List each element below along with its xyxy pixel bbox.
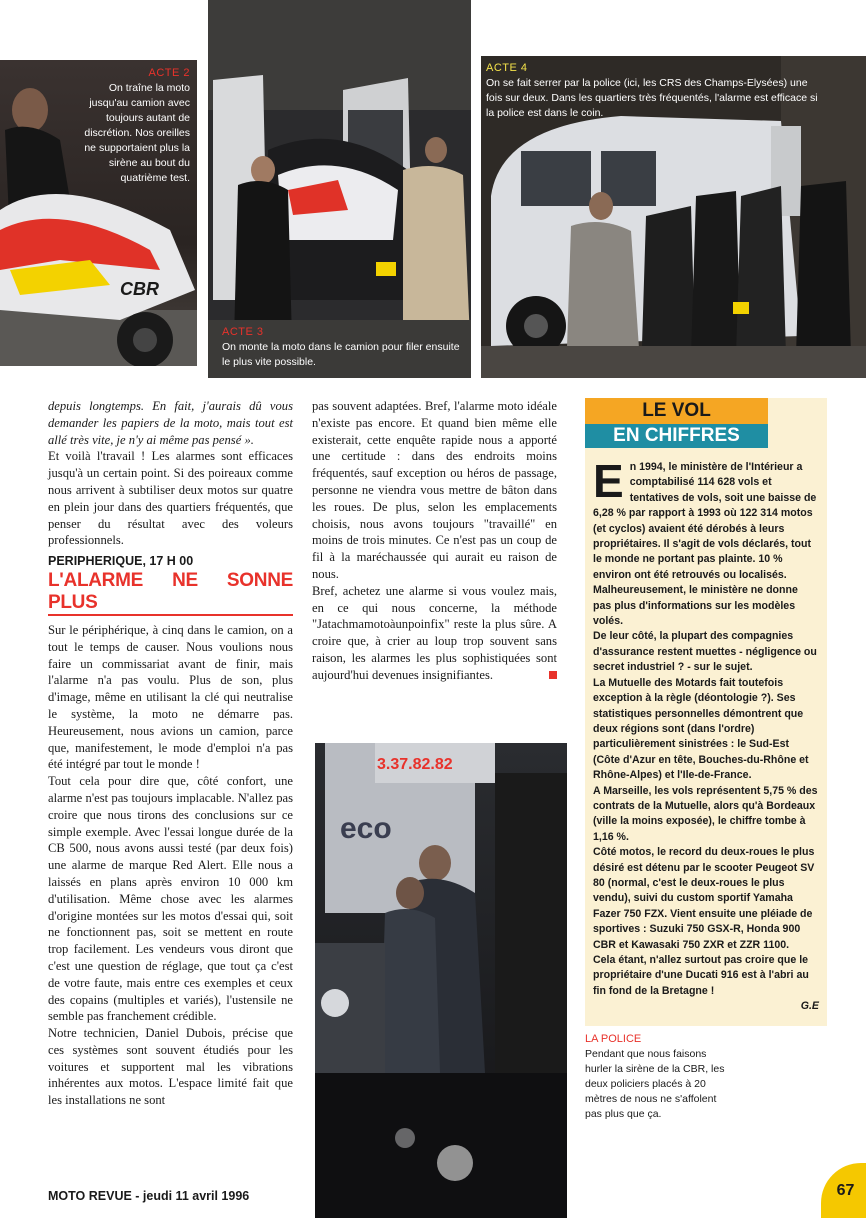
caption-acte4-label: ACTE 4	[486, 62, 528, 74]
caption-acte2-text: On traîne la moto jusqu'au camion avec toujours autant de discrétion. Nos oreilles ne supportaient plus la sirène au bout du quatrième test.	[84, 82, 190, 184]
sidebar-paragraph: La Mutuelle des Motards fait toutefois exception à la règle (déontologie ?). Ses statistiques personnelles démontrent que deux régions sont (dans l'ordre) particulièrement sinistrées : le Sud-Est (Côte d'Azur en tête, Bouches-du-Rhône et Rhône-Alpes) et l'Ile-de-France.	[593, 676, 809, 782]
sidebar-paragraph: A Marseille, les vols représentent 5,75 % des contrats de la Mutuelle, alors qu'à Bordeaux (ville la moins exposée), le chiffre tombe à 1,16 %.	[593, 784, 818, 843]
caption-acte3	[222, 325, 467, 370]
wall-sign-text: eco	[340, 812, 392, 845]
paragraph: pas souvent adaptées. Bref, l'alarme moto idéale n'existe pas encore. Et quand bien même elle existerait, cette enquête rapide nous a apporté une certitude : dans des endroits moins fréquentés, sauf exception ou héros de passage, personne ne viendra vous mettre de bâton dans les roues. De plus, selon les emplacements choisis, nous avons toujours "travaillé" en moins de trois minutes. Ce n'est pas un coup de fil à la maréchaussée qui aurait eu raison de nous.	[312, 399, 557, 581]
caption-acte3-text: On monte la moto dans le camion pour filer ensuite le plus vite possible.	[222, 341, 460, 368]
caption-acte4	[486, 61, 826, 121]
caption-acte3-label: ACTE 3	[222, 326, 264, 338]
section-subhead: PERIPHERIQUE, 17 H 00	[48, 554, 194, 569]
closing-paragraph-text: Bref, achetez une alarme si vous voulez mais, en ce qui nous concerne, la méthode "Jatachmamotoàunpoinfix" reste la plus sûre. A croire que, à crier au loup trop souvent sans raison, les alarmes les plus sophistiquées sont aujourd'hui devenues insignifiantes.	[312, 583, 557, 682]
photo-acte3	[208, 0, 471, 378]
paragraph: Tout cela pour dire que, côté confort, une alarme n'est pas toujours implacable. N'allez pas croire que nous tirons des conclusions sur ce simple exemple. Avec l'essai longue durée de la CB 500, nous avons aussi testé (par deux fois) une alarme de marque Red Alert. Elle nous a laissés en plans après environ 10 000 km d'utilisation. Même chose avec les alarmes d'origine montées sur les motos d'essai qui, soit ne fonctionnent pas, soit se mettent en route trop facilement. Les vendeurs vous diront que c'est une question de réglage, que tout ça c'est de votre faute, mais entre ces exemples et ceux des copains (multiples et variés), l'ustensile ne semble pas franchement crédible.	[48, 774, 293, 1024]
caption-acte2-label: ACTE 2	[148, 67, 190, 79]
page-footer: MOTO REVUE - jeudi 11 avril 1996	[48, 1189, 250, 1203]
end-of-article-mark	[549, 671, 557, 679]
quote-paragraph: depuis longtemps. En fait, j'aurais dû vous demander les papiers de la moto, mais tout est allé très vite, je n'y ai même pas pensé ».	[48, 399, 293, 447]
sign-phone-text: 3.37.82.82	[377, 756, 453, 773]
caption-acte4-text: On se fait serrer par la police (ici, les CRS des Champs-Elysées) une fois sur deux. Dans les quartiers très fréquentés, l'alarme est efficace si la police est dans le coin.	[486, 77, 818, 119]
sidebar-body	[593, 455, 819, 1015]
sidebar-paragraph: De leur côté, la plupart des compagnies d'assurance restent muettes - négligence ou secret industriel ? - sur le sujet.	[593, 630, 817, 674]
drop-cap: E	[593, 455, 624, 507]
sidebar-paragraph: Côté motos, le record du deux-roues le plus désiré est détenu par le scooter Peugeot SV 80 (normal, c'est le deux-roues le plus vendu), suivi du custom sportif Yamaha Fazer 750 FZX. Vient ensuite une pléiade de sportives : Suzuki 750 GSX-R, Honda 900 CBR et Kawasaki 750 ZXR et ZZR 1100.	[593, 846, 815, 951]
sidebar-paragraph: Cela étant, n'allez surtout pas croire que le propriétaire d'une Ducati 916 est à l'abri au fin fond de la Bretagne !	[593, 954, 809, 997]
sidebar-theft-stats	[585, 398, 827, 1026]
sidebar-signature: G.E	[800, 1000, 819, 1013]
section-headline: L'ALARME NE SONNE PLUS	[48, 570, 293, 616]
caption-police	[585, 1032, 725, 1122]
svg-text:CBR: CBR	[120, 279, 159, 299]
photo-police	[315, 743, 567, 1218]
sidebar-paragraph-text: n 1994, le ministère de l'Intérieur a comptabilisé 114 628 vols et tentatives de vols, soit une baisse de 6,28 % par rapport à 1993 où 122 314 motos (et cyclos) avaient été dérobés à leurs propriétaires. Il s'agit de vols déclarés, tout le monde ne portant pas plainte. 10 % environ ont été retrouvés ou localisés. Malheureusement, le ministère ne donne pas plus d'informations sur les modèles volés.	[593, 461, 817, 628]
paragraph: Notre technicien, Daniel Dubois, précise que ces systèmes sont souvent étudiés pour les voitures et supportent mal les vibrations inhérentes aux motos. L'espace limité fait que les installations ne sont	[48, 1026, 293, 1108]
sidebar-title-line1: LE VOL	[585, 398, 768, 424]
paragraph: Sur le périphérique, à cinq dans le camion, on a tout le temps de causer. Nous voulions nous faire un commissariat avant de finir, mais l'alarme n'a pas voulu. Plus de son, plus d'image, même en utilisant la clé qui neutralise le système, la moto ne démarre pas. Heureusement, nous avions un camion, parce que, manifestement, le mode d'emploi n'a pas été intégré par tout le monde !	[48, 622, 293, 772]
caption-acte2	[82, 66, 190, 186]
article-column-2	[312, 398, 557, 684]
caption-police-text: Pendant que nous faisons hurler la sirène de la CBR, les deux policiers placés à 20 mètres de nous ne s'affolent pas plus que ça.	[585, 1048, 725, 1120]
sidebar-title-line2: EN CHIFFRES	[585, 424, 768, 448]
article-column-1	[48, 398, 293, 1109]
sidebar-paragraph	[593, 455, 819, 629]
paragraph	[312, 583, 557, 684]
paragraph: Et voilà l'travail ! Les alarmes sont efficaces jusqu'à un certain point. Si des poireaux comme nous arrivent à subtiliser deux motos sur quatre en plein jour dans des quartiers fréquentés, que penser du résultat avec des voleurs professionnels.	[48, 449, 293, 548]
page-number: 67	[821, 1163, 866, 1218]
caption-police-title: LA POLICE	[585, 1033, 642, 1045]
